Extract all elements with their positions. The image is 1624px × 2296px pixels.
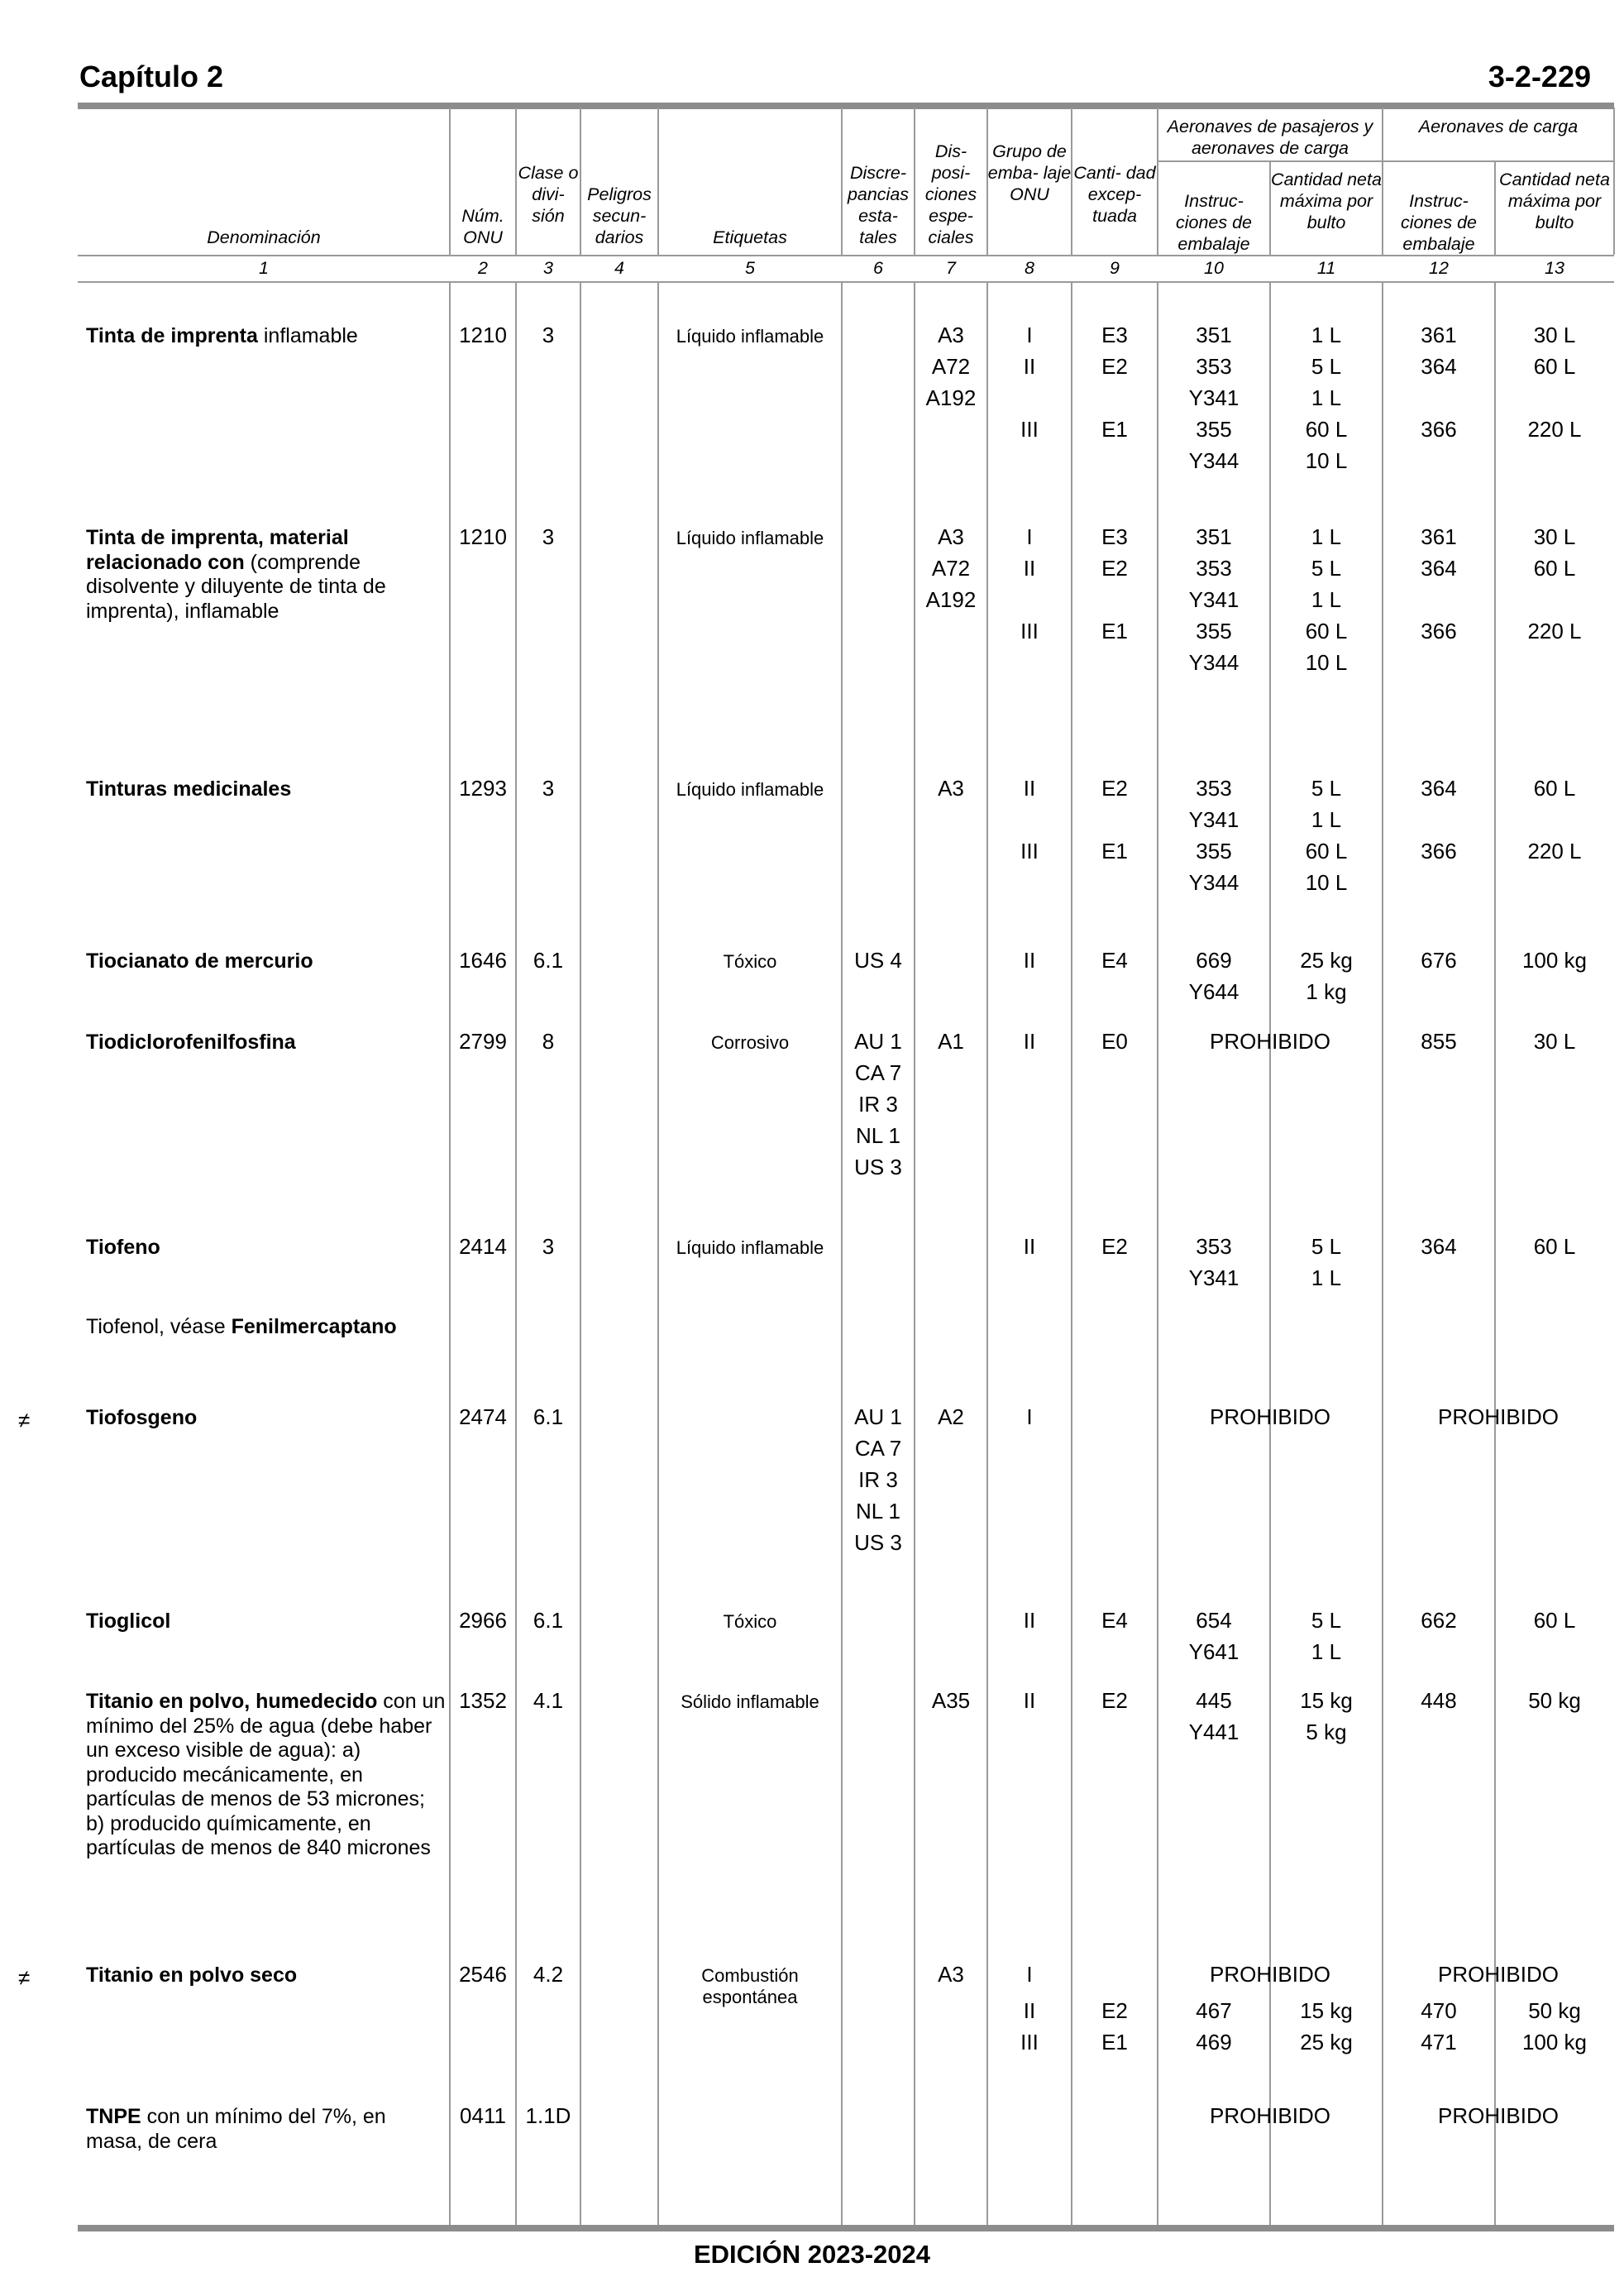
- column-number: 11: [1316, 258, 1336, 278]
- hazard-label: Líquido inflamable: [676, 779, 824, 800]
- column-number: 10: [1204, 258, 1224, 278]
- hazard-label: Combustión espontánea: [701, 1965, 799, 2007]
- cargo-packing-instruction: 662: [1421, 1608, 1457, 1633]
- special-provisions: A3 A72 A192: [925, 524, 977, 612]
- class-division: 6.1: [533, 1404, 564, 1429]
- cargo-packing-instruction: 361 364 366: [1421, 323, 1457, 442]
- col-denominacion: Denominación: [207, 227, 321, 247]
- un-number: 2966: [459, 1608, 507, 1633]
- col-cantidad-exceptuada: Canti- dad excep- tuada: [1073, 163, 1156, 226]
- hazard-label: Corrosivo: [710, 1032, 790, 1053]
- entry-name: Tiodiclorofenilfosfina: [86, 1031, 296, 1054]
- special-provisions: A2: [938, 1404, 964, 1429]
- cargo-max-quantity: 30 L: [1533, 1029, 1576, 1054]
- cargo-packing-instruction: 361 364 366: [1421, 524, 1457, 643]
- class-division: 3: [542, 776, 555, 801]
- page-number: 3-2-229: [1488, 60, 1591, 93]
- excepted-quantity: E2: [1101, 1688, 1128, 1713]
- cargo-max-quantity: 50 kg: [1528, 1688, 1581, 1713]
- excepted-quantity: E4: [1101, 1608, 1128, 1633]
- header-bottom-rule: [78, 255, 1614, 256]
- pax-prohibited: PROHIBIDO: [1210, 1404, 1330, 1429]
- cargo-packing-instruction: 470 471: [1421, 1998, 1457, 2054]
- special-provisions: A35: [931, 1688, 971, 1713]
- cargo-max-quantity: 50 kg 100 kg: [1521, 1998, 1588, 2054]
- cargo-max-quantity: 100 kg: [1521, 948, 1588, 973]
- special-provisions: A1: [938, 1029, 964, 1054]
- class-division: 4.2: [533, 1962, 564, 1987]
- cargo-packing-instruction: 364 366: [1421, 776, 1457, 863]
- pax-max-quantity: 1 L 5 L 1 L 60 L 10 L: [1305, 323, 1348, 473]
- cargo-packing-instruction: 855: [1421, 1029, 1457, 1054]
- pax-packing-instruction: 669 Y644: [1188, 948, 1239, 1004]
- class-division: 3: [542, 323, 555, 347]
- cargo-prohibited: PROHIBIDO: [1438, 1962, 1559, 1987]
- see-also-entry: Tiofenol, véase Fenilmercaptano: [86, 1315, 397, 1338]
- pax-packing-instruction: 353 Y341 355 Y344: [1188, 776, 1239, 895]
- column-number: 13: [1545, 258, 1564, 278]
- class-division: 3: [542, 1234, 555, 1259]
- special-provisions: A3: [938, 1962, 964, 1987]
- entry-name: Tinta de imprenta, material relacionado con (comprende disolvente y diluyente de tinta de imprenta), inflamable: [86, 526, 386, 623]
- un-number: 1293: [459, 776, 507, 801]
- excepted-quantity: E0: [1101, 1029, 1128, 1054]
- excepted-quantity: E2 E1: [1101, 1998, 1128, 2054]
- cargo-packing-instruction: 676: [1421, 948, 1457, 973]
- column-number: 8: [1025, 258, 1034, 278]
- col-num-onu: Núm. ONU: [461, 206, 504, 247]
- packing-group: I: [1026, 1962, 1033, 1987]
- cargo-packing-instruction: 448: [1421, 1688, 1457, 1713]
- pax-max-quantity: 5 L 1 L: [1311, 1234, 1342, 1290]
- pax-packing-instruction: 351 353 Y341 355 Y344: [1188, 323, 1239, 473]
- packing-group: II III: [1020, 1998, 1039, 2054]
- col-grupo: Grupo de emba- laje ONU: [987, 141, 1072, 204]
- class-division: 6.1: [533, 948, 564, 973]
- packing-group: II: [1023, 1688, 1036, 1713]
- column-number: 12: [1429, 258, 1449, 278]
- excepted-quantity: E2: [1101, 1234, 1128, 1259]
- entry-name: Titanio en polvo seco: [86, 1964, 298, 1987]
- special-provisions: A3: [938, 776, 964, 801]
- cargo-max-quantity: 60 L 220 L: [1527, 776, 1582, 863]
- class-division: 6.1: [533, 1608, 564, 1633]
- edition-footer: EDICIÓN 2023-2024: [693, 2240, 931, 2269]
- excepted-quantity: E3 E2 E1: [1101, 524, 1128, 643]
- pax-max-quantity: 1 L 5 L 1 L 60 L 10 L: [1305, 524, 1348, 675]
- group-pasajeros: Aeronaves de pasajeros y aeronaves de carga: [1167, 117, 1373, 158]
- entry-name: Tiocianato de mercurio: [86, 949, 313, 973]
- pax-packing-instruction: 467 469: [1196, 1998, 1232, 2054]
- class-division: 3: [542, 524, 555, 549]
- cargo-max-quantity: 60 L: [1533, 1234, 1576, 1259]
- state-variations: AU 1 CA 7 IR 3 NL 1 US 3: [854, 1404, 902, 1555]
- excepted-quantity: E3 E2 E1: [1101, 323, 1128, 442]
- cargo-max-quantity: 30 L 60 L 220 L: [1527, 323, 1582, 442]
- col-etiquetas: Etiquetas: [713, 227, 787, 247]
- excepted-quantity: E2 E1: [1101, 776, 1128, 863]
- col-cantidad-carga: Cantidad neta máxima por bulto: [1499, 170, 1610, 232]
- group-divider: [1158, 160, 1614, 162]
- pax-max-quantity: 5 L 1 L: [1311, 1608, 1342, 1664]
- col-disposiciones: Dis- posi- ciones espe- ciales: [924, 141, 977, 247]
- packing-group: II: [1023, 948, 1036, 973]
- un-number: 1352: [459, 1688, 507, 1713]
- entry-name: Tiofeno: [86, 1236, 160, 1259]
- change-mark: ≠: [18, 1408, 31, 1433]
- cargo-max-quantity: 30 L 60 L 220 L: [1527, 524, 1582, 643]
- column-number: 3: [543, 258, 553, 278]
- un-number: 0411: [460, 2103, 506, 2128]
- cargo-packing-instruction: 364: [1421, 1234, 1457, 1259]
- column-number: 7: [946, 258, 956, 278]
- entry-name: Titanio en polvo, humedecido con un mínimo del 25% de agua (debe haber un exceso visible de agua): a) producido mecánicamente, en partículas de menos de 53 micrones; b) producido químicamente, en partículas de menos de 840 micrones: [86, 1690, 446, 1859]
- class-division: 8: [542, 1029, 555, 1054]
- column-number: 1: [259, 258, 269, 278]
- class-division: 4.1: [533, 1688, 564, 1713]
- hazard-label: Sólido inflamable: [681, 1691, 819, 1712]
- group-carga: Aeronaves de carga: [1418, 117, 1579, 136]
- pax-max-quantity: 5 L 1 L 60 L 10 L: [1305, 776, 1348, 895]
- un-number: 1210: [459, 524, 507, 549]
- cargo-prohibited: PROHIBIDO: [1438, 1404, 1559, 1429]
- pax-prohibited: PROHIBIDO: [1210, 1962, 1330, 1987]
- entry-name: TNPE con un mínimo del 7%, en masa, de cera: [86, 2105, 386, 2153]
- un-number: 2414: [459, 1234, 507, 1259]
- entry-name: Tioglicol: [86, 1610, 171, 1633]
- col-discrepancias: Discre- pancias esta- tales: [847, 163, 910, 247]
- pax-packing-instruction: 353 Y341: [1188, 1234, 1239, 1290]
- column-number: 6: [873, 258, 883, 278]
- bottom-rule: [78, 2225, 1614, 2231]
- pax-packing-instruction: 351 353 Y341 355 Y344: [1188, 524, 1239, 675]
- chapter-title: Capítulo 2: [79, 60, 224, 93]
- col-peligros: Peligros secun- darios: [587, 184, 652, 247]
- state-variations: AU 1 CA 7 IR 3 NL 1 US 3: [854, 1029, 902, 1179]
- un-number: 2474: [459, 1404, 507, 1429]
- pax-prohibited: PROHIBIDO: [1210, 1029, 1330, 1054]
- special-provisions: A3 A72 A192: [925, 323, 977, 410]
- un-number: 1210: [459, 323, 507, 347]
- hazard-label: Tóxico: [723, 1611, 777, 1632]
- column-number: 5: [745, 258, 755, 278]
- column-number-rule: [78, 281, 1614, 283]
- state-variations: US 4: [854, 948, 902, 973]
- entry-name: Tinturas medicinales: [86, 777, 292, 801]
- hazard-label: Líquido inflamable: [676, 326, 824, 347]
- pax-packing-instruction: 654 Y641: [1188, 1608, 1239, 1664]
- cargo-max-quantity: 60 L: [1533, 1608, 1576, 1633]
- cargo-prohibited: PROHIBIDO: [1438, 2103, 1559, 2128]
- class-division: 1.1D: [525, 2103, 571, 2128]
- excepted-quantity: E4: [1101, 948, 1128, 973]
- change-mark: ≠: [18, 1965, 31, 1990]
- packing-group: II: [1023, 1029, 1036, 1054]
- column-number: 2: [478, 258, 488, 278]
- pax-packing-instruction: 445 Y441: [1188, 1688, 1239, 1744]
- top-rule: [78, 103, 1614, 109]
- hazard-label: Tóxico: [723, 951, 777, 972]
- pax-max-quantity: 15 kg 25 kg: [1300, 1998, 1353, 2054]
- col-cantidad-pax: Cantidad neta máxima por bulto: [1271, 170, 1382, 232]
- packing-group: II: [1023, 1234, 1036, 1259]
- un-number: 2799: [459, 1029, 507, 1054]
- pax-max-quantity: 15 kg 5 kg: [1300, 1688, 1353, 1744]
- un-number: 1646: [459, 948, 507, 973]
- packing-group: II III: [1020, 776, 1039, 863]
- hazard-label: Líquido inflamable: [676, 528, 824, 548]
- column-number: 4: [614, 258, 624, 278]
- un-number: 2546: [459, 1962, 507, 1987]
- pax-prohibited: PROHIBIDO: [1210, 2103, 1330, 2128]
- hazard-label: Líquido inflamable: [676, 1237, 824, 1258]
- packing-group: I II III: [1020, 323, 1039, 442]
- packing-group: I: [1026, 1404, 1033, 1429]
- packing-group: I II III: [1020, 524, 1039, 643]
- entry-name: Tiofosgeno: [86, 1406, 198, 1429]
- column-number: 9: [1110, 258, 1120, 278]
- entry-name: Tinta de imprenta inflamable: [86, 324, 358, 347]
- col-instrucciones-pax: Instruc- ciones de embalaje: [1175, 191, 1253, 254]
- pax-max-quantity: 25 kg 1 kg: [1300, 948, 1353, 1004]
- col-clase: Clase o divi- sión: [518, 163, 579, 226]
- col-instrucciones-carga: Instruc- ciones de embalaje: [1400, 191, 1478, 254]
- packing-group: II: [1023, 1608, 1036, 1633]
